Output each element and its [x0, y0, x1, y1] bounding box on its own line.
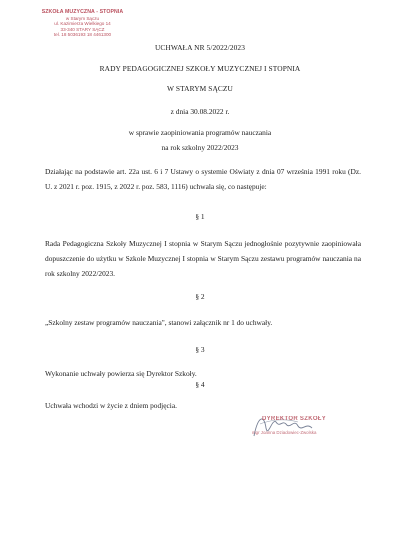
signature-scribble-icon [240, 410, 340, 442]
section-1-label: § 1 [195, 212, 205, 221]
director-name: mgr Joanna Dziadowiec-Zwolska [252, 430, 317, 435]
stamp-line: SZKOŁA MUZYCZNA - STOPNIA [41, 9, 124, 15]
section-3-label: § 3 [195, 345, 205, 354]
resolution-title: UCHWAŁA NR 5/2022/2023 [154, 43, 246, 52]
resolution-place: W STARYM SĄCZU [167, 84, 233, 93]
section-4-text: Uchwała wchodzi w życie z dniem podjęcia. [45, 401, 177, 410]
resolution-date: z dnia 30.08.2022 r. [170, 107, 230, 116]
director-role: DYREKTOR SZKOŁY [262, 416, 327, 422]
resolution-subject-line2: na rok szkolny 2022/2023 [161, 143, 239, 152]
stamp-line: 33-340 STARY SĄCZ [60, 26, 105, 32]
stamp-line: ul. Kazimierza Wielkiego 14 [54, 21, 111, 27]
section-1-text: Rada Pedagogiczna Szkoły Muzycznej I stopnia w Starym Sączu jednogłośnie pozytywnie zaopiniowała dopuszczenie do użytku w Szkole Muzycznej I stopnia w Starym Sączu zestawu programów nauczania na rok szkolny 2022/2023. [45, 239, 361, 278]
section-3-text: Wykonanie uchwały powierza się Dyrektor Szkoły. [45, 369, 197, 378]
resolution-body: RADY PEDAGOGICZNEJ SZKOŁY MUZYCZNEJ I STOPNIA [99, 64, 301, 73]
stamp-line: tel. 18 5036193 18 4461300 [53, 32, 112, 38]
section-4-label: § 4 [195, 380, 205, 389]
section-2-label: § 2 [195, 292, 205, 301]
school-stamp [30, 10, 135, 38]
director-signature-stamp [240, 410, 340, 440]
stamp-line: w Starym Sączu [65, 15, 100, 21]
resolution-subject-line1: w sprawie zaopiniowania programów nauczania [128, 128, 272, 137]
section-2-text: „Szkolny zestaw programów nauczania", stanowi załącznik nr 1 do uchwały. [45, 318, 273, 327]
intro-paragraph: Działając na podstawie art. 22a ust. 6 i 7 Ustawy o systemie Oświaty z dnia 07 września 1991 roku (Dz. U. z 2021 r. poz. 1915, z 2022 r. poz. 583, 1116) uchwala się, co następuje: [45, 167, 361, 191]
